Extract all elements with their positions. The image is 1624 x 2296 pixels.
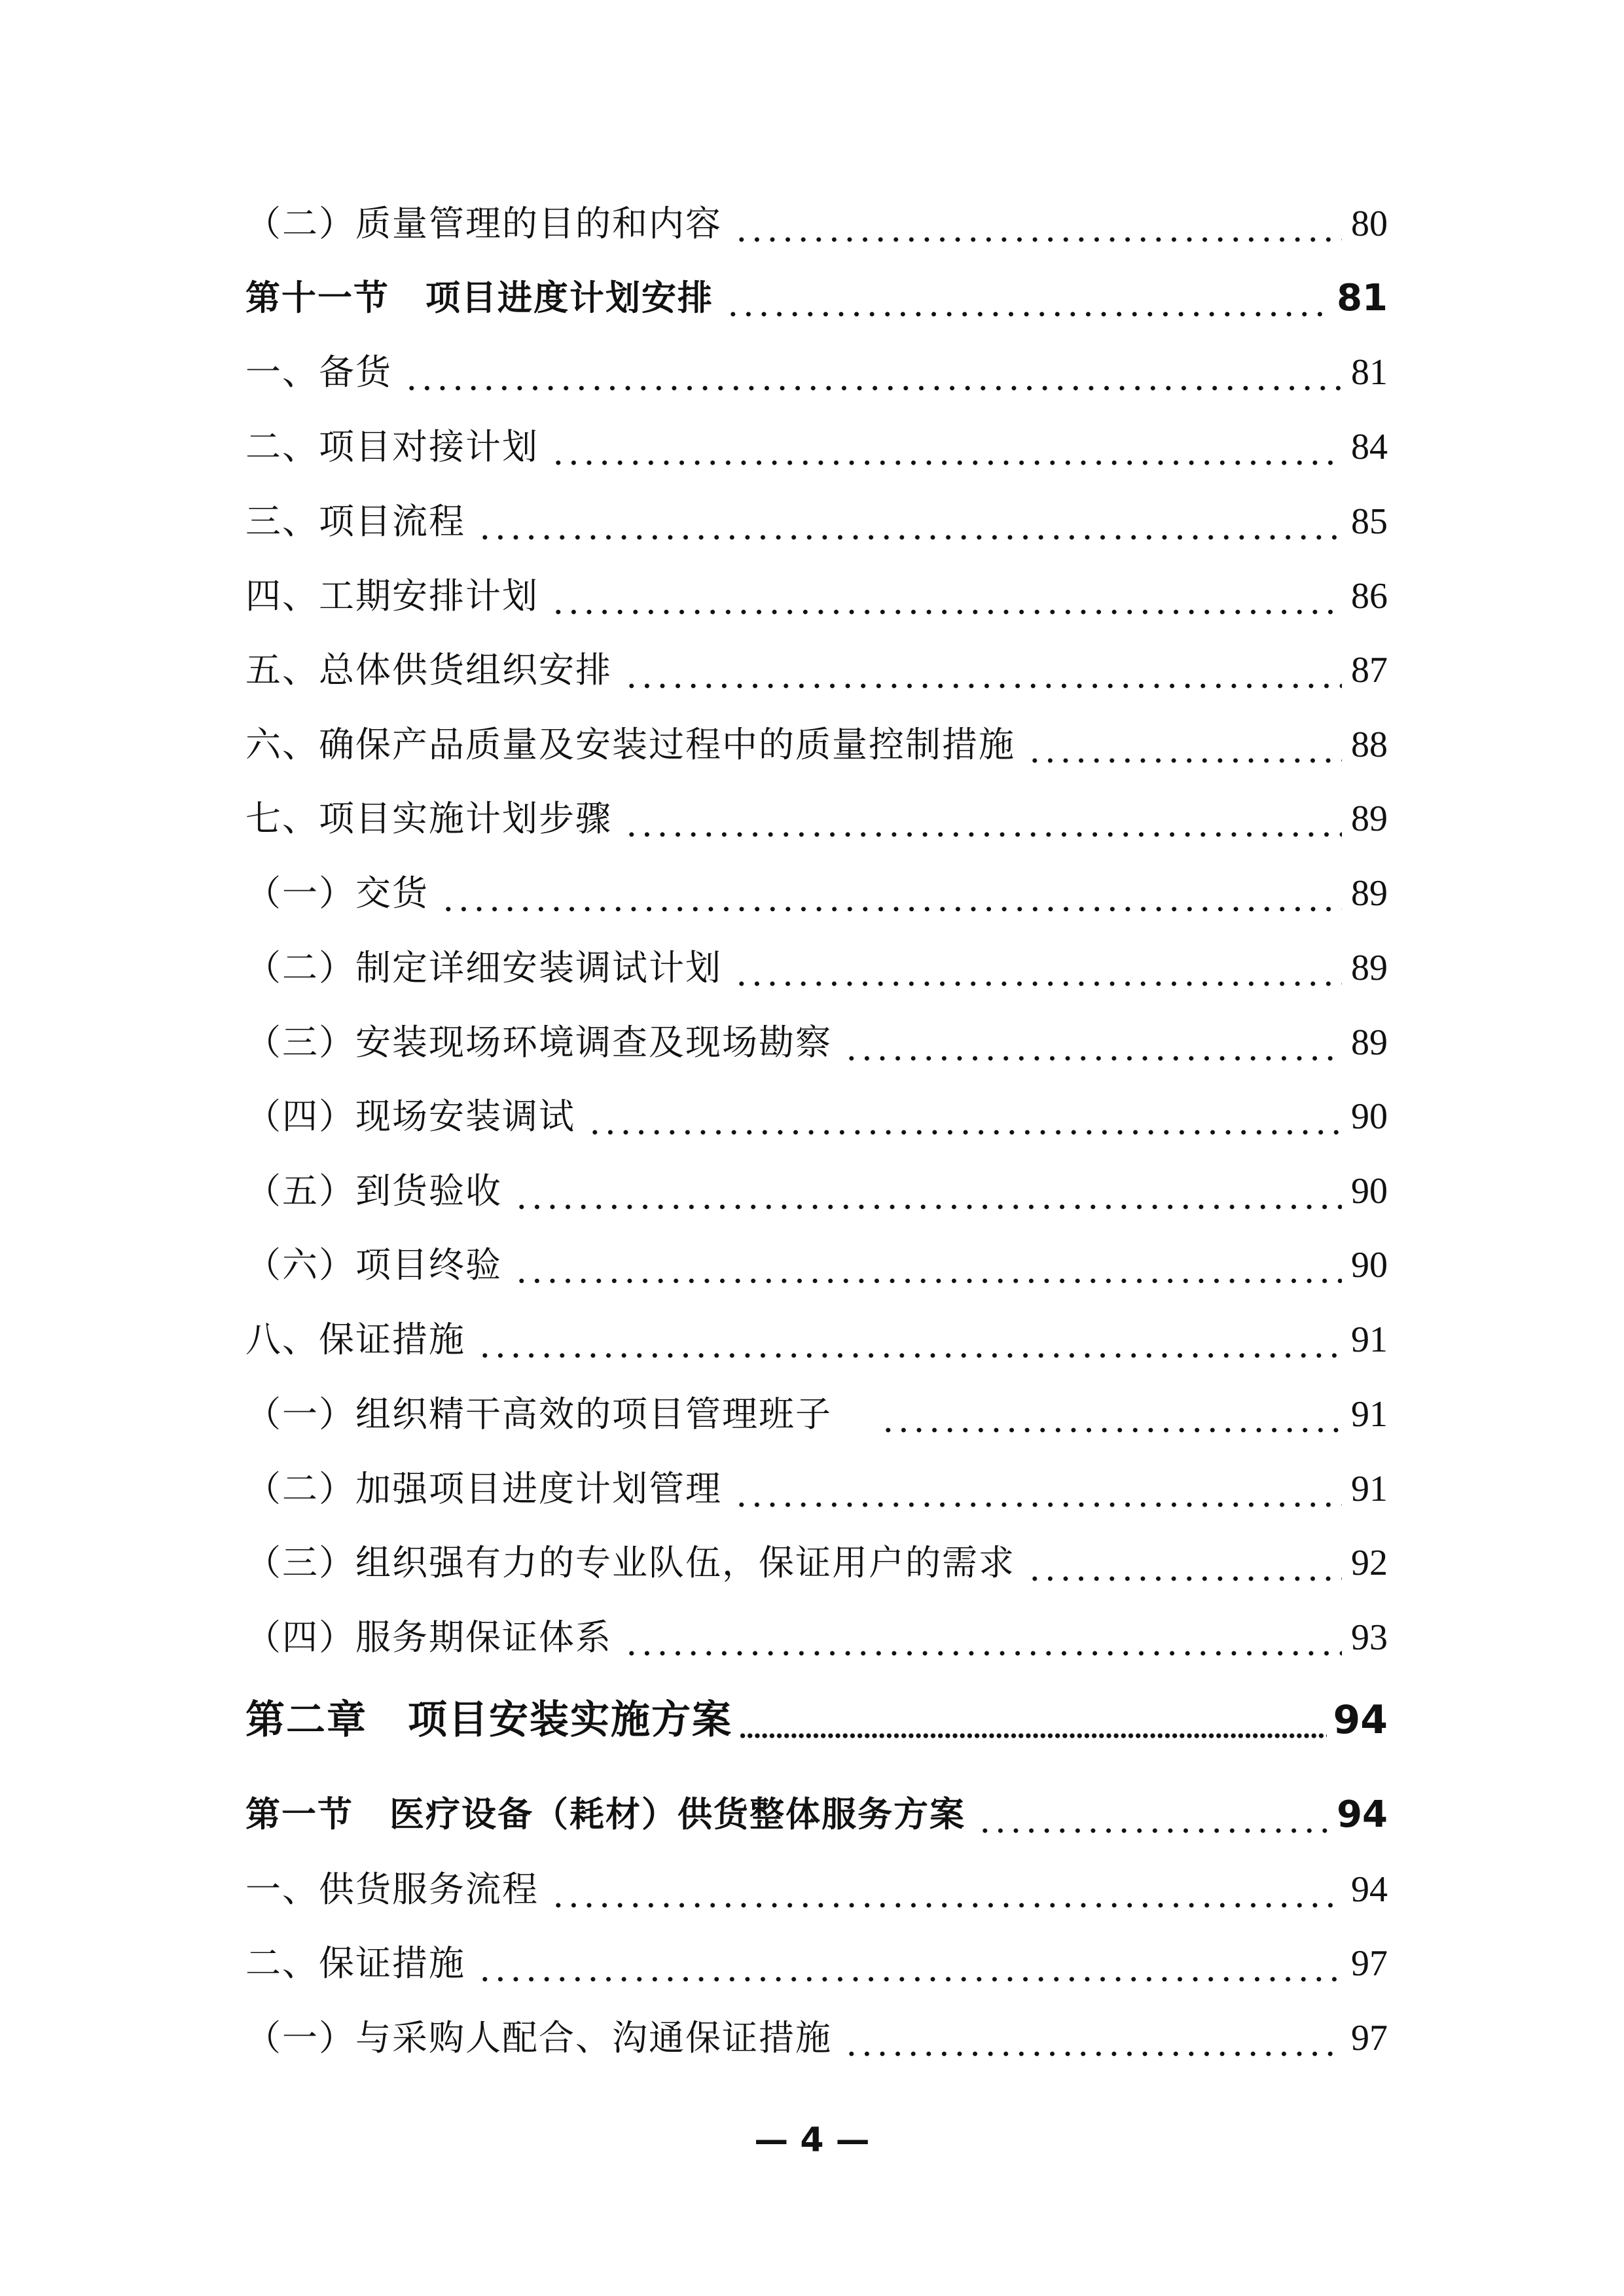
toc-entry-title: （二）加强项目进度计划管理 (245, 1468, 722, 1509)
toc-entry-page: 93 (1351, 1617, 1388, 1658)
dot-leader (880, 1385, 1342, 1444)
toc-entry[interactable] (245, 1310, 1388, 1369)
toc-entry[interactable] (245, 789, 1388, 848)
dot-leader (1027, 1534, 1342, 1592)
toc-entry-title: （二）质量管理的目的和内容 (245, 203, 722, 244)
toc-entry-title: 一、供货服务流程 (245, 1869, 539, 1910)
toc-entry-title: 六、确保产品质量及安装过程中的质量控制措施 (245, 724, 1015, 765)
toc-entry-title: 八、保证措施 (245, 1319, 465, 1360)
toc-entry-page: 86 (1351, 576, 1388, 617)
toc-entry-title: （五）到货验收 (245, 1170, 502, 1211)
dot-leader (977, 1785, 1327, 1844)
dot-leader (1027, 715, 1342, 774)
dot-leader (477, 492, 1342, 551)
toc-entry[interactable] (245, 1385, 1388, 1444)
toc-entry-page: 94 (1337, 1793, 1388, 1836)
toc-entry[interactable] (245, 1608, 1388, 1667)
toc-entry-section[interactable] (245, 269, 1388, 328)
toc-entry-title: 二、保证措施 (245, 1943, 465, 1984)
toc-entry-chapter[interactable] (245, 1691, 1388, 1749)
toc-entry-title: 二、项目对接计划 (245, 426, 539, 467)
toc-entry[interactable] (245, 418, 1388, 476)
toc-entry-page: 89 (1351, 948, 1388, 988)
toc-entry-title: （一）与采购人配合、沟通保证措施 (245, 2017, 832, 2058)
toc-entry-page: 97 (1351, 2018, 1388, 2058)
toc-entry-page: 94 (1333, 1697, 1388, 1743)
toc-entry[interactable] (245, 641, 1388, 700)
dot-leader (404, 343, 1342, 402)
dot-leader (739, 1691, 1327, 1749)
dot-leader (844, 1013, 1342, 1072)
toc-entry-title: 一、备货 (245, 351, 392, 393)
toc-entry-title: 第二章 项目安装实施方案 (245, 1697, 732, 1743)
dot-leader (550, 1860, 1342, 1919)
toc-entry[interactable] (245, 1087, 1388, 1146)
toc-entry[interactable] (245, 1460, 1388, 1518)
toc-entry-page: 91 (1351, 1319, 1388, 1360)
toc-entry-page: 94 (1351, 1869, 1388, 1910)
dot-leader (725, 269, 1327, 328)
toc-entry-page: 91 (1351, 1469, 1388, 1509)
toc-entry-page: 97 (1351, 1943, 1388, 1984)
dot-leader (734, 1460, 1342, 1518)
toc-entry[interactable] (245, 939, 1388, 997)
toc-entry-title: 第一节 医疗设备（耗材）供货整体服务方案 (245, 1795, 965, 1835)
dot-leader (441, 864, 1342, 923)
toc-entry-page: 80 (1351, 204, 1388, 244)
toc-entry-title: （三）安装现场环境调查及现场勘察 (245, 1022, 832, 1063)
toc-entry[interactable] (245, 567, 1388, 626)
dot-leader (477, 1310, 1342, 1369)
toc-entry-page: 91 (1351, 1394, 1388, 1435)
toc-entry-title: （四）现场安装调试 (245, 1096, 575, 1137)
toc-entry[interactable] (245, 492, 1388, 551)
toc-entry[interactable] (245, 1013, 1388, 1072)
toc-entry[interactable] (245, 1934, 1388, 1993)
toc-entry-title: 第十一节 项目进度计划安排 (245, 278, 713, 318)
toc-entry-page: 81 (1351, 352, 1388, 393)
toc-entry-title: （二）制定详细安装调试计划 (245, 947, 722, 988)
dot-leader (587, 1087, 1342, 1146)
toc-entry[interactable] (245, 1162, 1388, 1221)
toc-entry-page: 87 (1351, 650, 1388, 691)
dot-leader (477, 1934, 1342, 1993)
dot-leader (550, 567, 1342, 626)
toc-entry-page: 81 (1337, 277, 1388, 319)
dot-leader (550, 418, 1342, 476)
toc-entry-page: 89 (1351, 798, 1388, 839)
toc-entry-title: 五、总体供货组织安排 (245, 649, 612, 691)
toc-entry-page: 90 (1351, 1245, 1388, 1285)
toc-entry[interactable] (245, 194, 1388, 253)
toc-entry-page: 85 (1351, 501, 1388, 542)
dot-leader (514, 1162, 1342, 1221)
toc-entry[interactable] (245, 715, 1388, 774)
toc-entry-page: 89 (1351, 1022, 1388, 1063)
toc-entry[interactable] (245, 1236, 1388, 1295)
dot-leader (624, 1608, 1342, 1667)
toc-entry[interactable] (245, 864, 1388, 923)
dot-leader (514, 1236, 1342, 1295)
dot-leader (734, 939, 1342, 997)
toc-entry-page: 92 (1351, 1543, 1388, 1583)
toc-entry-title: 七、项目实施计划步骤 (245, 798, 612, 839)
toc-entry-title: 四、工期安排计划 (245, 575, 539, 617)
dot-leader (624, 789, 1342, 848)
toc-entry-title: （四）服务期保证体系 (245, 1617, 612, 1658)
toc-entry-page: 90 (1351, 1171, 1388, 1211)
toc-entry-title: （一）交货 (245, 872, 429, 914)
toc-entry[interactable] (245, 343, 1388, 402)
toc-entry[interactable] (245, 2009, 1388, 2068)
toc-entry[interactable] (245, 1534, 1388, 1592)
toc-entry-title: （三）组织强有力的专业队伍，保证用户的需求 (245, 1542, 1015, 1583)
toc-entry-title: 三、项目流程 (245, 501, 465, 542)
dot-leader (734, 194, 1342, 253)
toc-entry-page: 89 (1351, 873, 1388, 914)
dot-leader (624, 641, 1342, 700)
toc-entry-title: （一）组织精干高效的项目管理班子 (245, 1393, 869, 1435)
toc-entry-title: （六）项目终验 (245, 1244, 502, 1285)
toc-entry[interactable] (245, 1860, 1388, 1919)
toc-entry-page: 88 (1351, 725, 1388, 765)
dot-leader (844, 2009, 1342, 2068)
toc-entry-section[interactable] (245, 1785, 1388, 1844)
toc-entry-page: 84 (1351, 427, 1388, 467)
toc-entry-page: 90 (1351, 1096, 1388, 1137)
page-number: — 4 — (754, 2121, 870, 2160)
